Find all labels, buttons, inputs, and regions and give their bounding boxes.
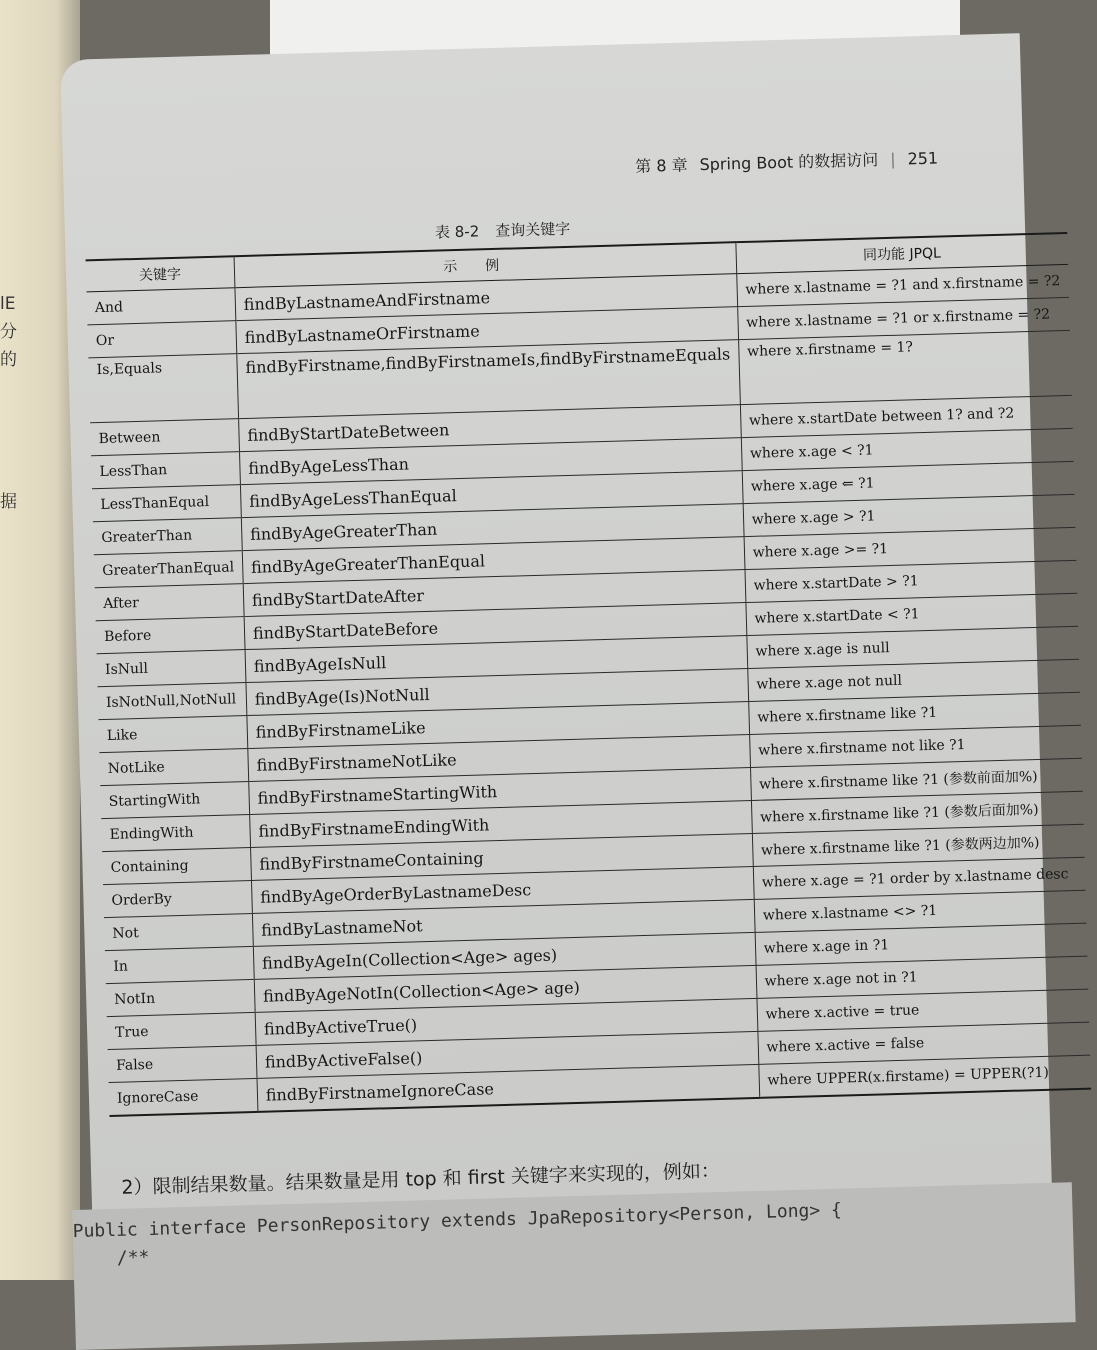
jpql-cell: where x.age not null: [747, 659, 1079, 701]
jpql-cell: where x.age in ?1: [755, 923, 1087, 965]
example-cell: findByAgeGreaterThan: [241, 504, 744, 551]
keyword-cell: In: [105, 946, 254, 983]
book-page: [60, 33, 1069, 1319]
keyword-cell: True: [107, 1012, 256, 1049]
left-fragment: 据: [0, 492, 17, 512]
column-header-jpql: 同功能 JPQL: [736, 233, 1068, 274]
page-number: 251: [907, 148, 939, 169]
jpql-cell: where x.firstname like ?1 (参数后面加%): [751, 791, 1083, 833]
jpql-cell: where x.age is null: [747, 626, 1079, 668]
running-header: [635, 146, 938, 177]
example-cell: findByFirstnameNotLike: [248, 735, 751, 782]
keyword-cell: NotLike: [99, 749, 248, 786]
column-header-keyword: 关键字: [86, 256, 235, 292]
jpql-cell: where x.active = true: [757, 989, 1089, 1031]
keyword-cell: And: [86, 288, 235, 325]
example-cell: findByAgeOrderByLastnameDesc: [251, 866, 754, 913]
jpql-cell: where x.age >= ?1: [744, 527, 1076, 569]
jpql-cell: where x.age ⇐ ?1: [742, 461, 1074, 503]
table-title: 查询关键字: [494, 219, 571, 240]
jpql-cell: where x.startDate > ?1: [745, 560, 1077, 602]
keyword-cell: Not: [104, 913, 253, 950]
jpql-cell: where x.firstname like ?1: [748, 692, 1080, 734]
example-cell: findByAgeIsNull: [245, 636, 748, 683]
example-cell: findByStartDateAfter: [243, 570, 746, 617]
example-cell: findByAgeLessThanEqual: [240, 471, 743, 518]
keyword-cell: NotIn: [106, 979, 255, 1016]
table-number: 表 8-2: [434, 222, 480, 242]
jpql-cell: where x.firstname = 1?: [738, 330, 1071, 404]
keyword-cell: IsNotNull,NotNull: [98, 683, 247, 720]
left-fragment: 的: [0, 350, 17, 370]
example-cell: findByFirstnameIgnoreCase: [257, 1064, 760, 1111]
keyword-cell: Like: [98, 716, 247, 753]
jpql-cell: where x.firstname like ?1 (参数前面加%): [750, 758, 1082, 800]
body-paragraph: 2）限制结果数量。结果数量是用 top 和 first 关键字来实现的，例如：: [121, 1160, 721, 1199]
jpql-cell: where x.age not in ?1: [756, 956, 1088, 998]
example-cell: findByAgeGreaterThanEqual: [242, 537, 745, 584]
jpql-cell: where x.age > ?1: [743, 494, 1075, 536]
example-cell: findByAge(Is)NotNull: [246, 669, 749, 716]
jpql-cell: where x.startDate between 1? and ?2: [740, 395, 1072, 437]
example-cell: findByAgeIn(Collection<Age> ages): [253, 932, 756, 979]
jpql-cell: where x.lastname <> ?1: [754, 890, 1086, 932]
example-cell: findByFirstnameContaining: [250, 833, 753, 880]
keyword-cell: LessThan: [91, 452, 240, 489]
jpql-cell: where x.firstname like ?1 (参数两边加%): [752, 824, 1084, 866]
example-cell: findByFirstnameLike: [247, 702, 750, 749]
example-cell: findByActiveTrue(): [255, 998, 758, 1045]
code-line: /**: [73, 1246, 150, 1271]
table-body: [86, 264, 1090, 1116]
jpql-cell: where x.firstname not like ?1: [749, 725, 1081, 767]
jpql-cell: where x.lastname = ?1 and x.firstname = ?2: [736, 264, 1068, 306]
query-keyword-table: [86, 232, 1091, 1117]
keyword-cell: Is,Equals: [88, 354, 238, 423]
left-fragment: lE: [0, 294, 16, 314]
keyword-cell: IsNull: [97, 650, 246, 687]
keyword-cell: Between: [90, 419, 239, 456]
example-cell: findByFirstnameStartingWith: [249, 768, 752, 815]
example-cell: findByAgeNotIn(Collection<Age> age): [254, 965, 757, 1012]
chapter-title: Spring Boot 的数据访问: [699, 150, 879, 175]
left-page-text-fragment-lower: [0, 488, 24, 516]
jpql-cell: where x.age = ?1 order by x.lastname desc: [753, 857, 1085, 899]
keyword-cell: LessThanEqual: [92, 485, 241, 522]
keyword-cell: Or: [87, 321, 236, 358]
example-cell: findByFirstname,findByFirstnameIs,findByFirstnameEquals: [237, 340, 740, 419]
left-page-text-fragment: [0, 290, 24, 374]
chapter-number: 第 8 章: [634, 155, 688, 176]
jpql-cell: where x.lastname = ?1 or x.firstname = ?2: [737, 297, 1069, 339]
keyword-cell: Before: [96, 617, 245, 654]
example-cell: findByStartDateBetween: [238, 405, 741, 452]
keyword-cell: Containing: [102, 847, 251, 884]
header-separator: |: [889, 149, 896, 169]
code-line: Public interface PersonRepository extends JpaRepository<Person, Long> {: [72, 1199, 843, 1243]
keyword-cell: After: [95, 584, 244, 621]
keyword-cell: OrderBy: [103, 880, 252, 917]
keyword-cell: EndingWith: [101, 815, 250, 852]
code-block: [72, 1182, 1076, 1350]
keyword-cell: GreaterThan: [93, 518, 242, 555]
jpql-cell: where x.startDate < ?1: [746, 593, 1078, 635]
example-cell: findByFirstnameEndingWith: [250, 800, 753, 847]
jpql-cell: where x.age < ?1: [741, 428, 1073, 470]
example-cell: findByStartDateBefore: [244, 603, 747, 650]
example-cell: findByLastnameAndFirstname: [235, 274, 738, 321]
example-cell: findByActiveFalse(): [256, 1031, 759, 1078]
left-fragment: 分: [0, 322, 17, 342]
jpql-cell: where x.active = false: [758, 1022, 1090, 1064]
table-caption: [435, 218, 571, 243]
jpql-cell: where UPPER(x.firstame) = UPPER(?1): [759, 1055, 1091, 1098]
keyword-cell: GreaterThanEqual: [94, 551, 243, 588]
keyword-cell: False: [108, 1045, 257, 1082]
keyword-cell: StartingWith: [100, 782, 249, 819]
example-cell: findByLastnameNot: [252, 899, 755, 946]
column-header-example: 示例: [234, 242, 737, 287]
keyword-cell: IgnoreCase: [109, 1078, 258, 1116]
example-cell: findByAgeLessThan: [239, 438, 742, 485]
example-cell: findByLastnameOrFirstname: [236, 307, 739, 354]
